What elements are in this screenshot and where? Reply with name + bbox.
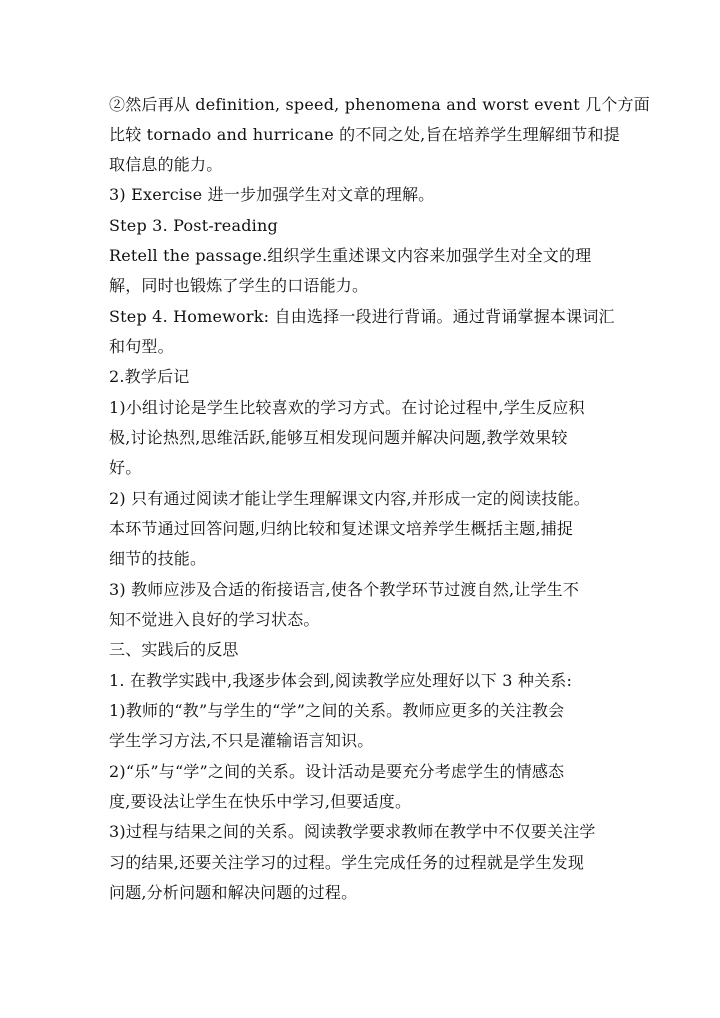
text-line: 1. 在教学实践中,我逐步体会到,阅读教学应处理好以下 3 种关系:	[109, 671, 573, 690]
section-heading: 三、实践后的反思	[109, 640, 239, 659]
text-line: 3) 教师应涉及合适的衔接语言,使各个教学环节过渡自然,让学生不	[109, 580, 580, 599]
text-line: 和句型。	[109, 337, 174, 356]
text-line: 好。	[109, 458, 142, 477]
text-line: 度,要设法让学生在快乐中学习,但要适度。	[109, 792, 412, 811]
text-line: 极,讨论热烈,思维活跃,能够互相发现问题并解决问题,教学效果较	[109, 428, 568, 447]
text-line: Step 4. Homework: 自由选择一段进行背诵。通过背诵掌握本课词汇	[109, 307, 615, 326]
text-line: Retell the passage.组织学生重述课文内容来加强学生对全文的理	[109, 246, 592, 265]
section-heading: 2.教学后记	[109, 367, 190, 386]
text-line: 问题,分析问题和解决问题的过程。	[109, 883, 358, 902]
text-line: 2) 只有通过阅读才能让学生理解课文内容,并形成一定的阅读技能。	[109, 489, 590, 508]
text-line: 解，同时也锻炼了学生的口语能力。	[109, 276, 369, 295]
text-line: 本环节通过回答问题,归纳比较和复述课文培养学生概括主题,捕捉	[109, 519, 574, 538]
text-line: 3)过程与结果之间的关系。阅读教学要求教师在教学中不仅要关注学	[109, 822, 596, 841]
text-line: 1)教师的“教”与学生的“学”之间的关系。教师应更多的关注教会	[109, 701, 565, 720]
text-line: 3) Exercise 进一步加强学生对文章的理解。	[109, 185, 435, 204]
text-line: 比较 tornado and hurricane 的不同之处,旨在培养学生理解细节和提	[109, 125, 620, 144]
text-line: ②然后再从 definition, speed, phenomena and worst event 几个方面	[109, 95, 650, 114]
text-line: 1)小组讨论是学生比较喜欢的学习方式。在讨论过程中,学生反应积	[109, 398, 585, 417]
text-line: 取信息的能力。	[109, 155, 223, 174]
text-line: 知不觉进入良好的学习状态。	[109, 610, 320, 629]
section-heading: Step 3. Post-reading	[109, 216, 278, 235]
text-line: 习的结果,还要关注学习的过程。学生完成任务的过程就是学生发现	[109, 853, 585, 872]
text-line: 2)“乐”与“学”之间的关系。设计活动是要充分考虑学生的情感态	[109, 762, 565, 781]
text-line: 学生学习方法,不只是灌输语言知识。	[109, 731, 374, 750]
text-line: 细节的技能。	[109, 549, 207, 568]
